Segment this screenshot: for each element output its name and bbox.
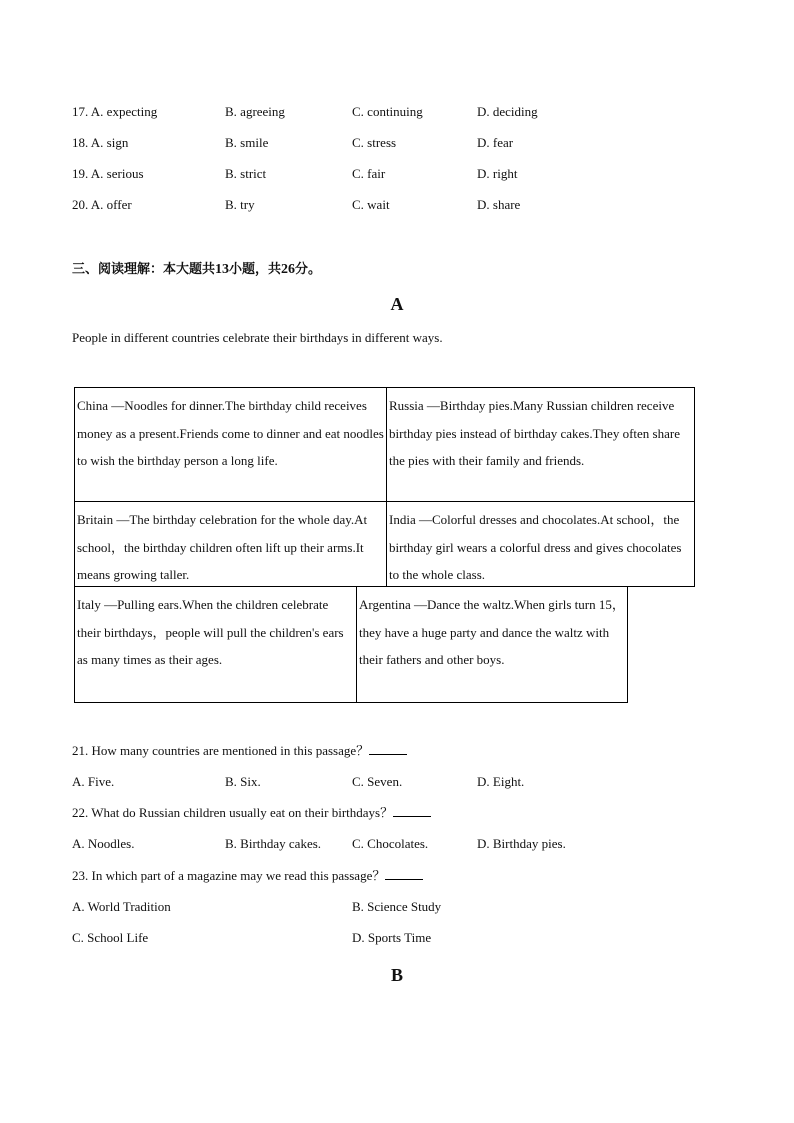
passage-intro: People in different countries celebrate their birthdays in different ways.: [72, 330, 443, 345]
question-number: 18. A. sign: [72, 135, 129, 150]
option-c: C. fair: [352, 166, 386, 181]
option-a: A. World Tradition: [72, 899, 171, 914]
option-d: D. fear: [477, 135, 514, 150]
option-b: B. smile: [225, 135, 269, 150]
option-a: A. Noodles.: [72, 836, 135, 851]
table-cell-china: China —Noodles for dinner.The birthday child receives money as a present.Friends come to dinner and eat noodles to wish the birthday person a long life.: [74, 387, 387, 501]
option-d: D. Birthday pies.: [477, 836, 566, 851]
table-cell-italy: Italy —Pulling ears.When the children celebrate their birthdays，people will pull the children's ears as many times as their ages.: [74, 587, 357, 703]
option-c: C. wait: [352, 197, 390, 212]
option-b: B. Six.: [225, 774, 261, 789]
option-c: C. continuing: [352, 104, 423, 119]
section-title: 三、阅读理解：本大题共13小题，共26分。: [72, 262, 322, 277]
answer-blank: [393, 803, 431, 817]
option-a: A. Five.: [72, 774, 115, 789]
table-cell-russia: Russia —Birthday pies.Many Russian children receive birthday pies instead of birthday cakes.They often share the pies with their family and friends.: [387, 387, 695, 501]
table-cell-britain: Britain —The birthday celebration for the whole day.At school，the birthday children often lift up their arms.It means growing taller.: [74, 501, 387, 587]
option-c: C. Chocolates.: [352, 836, 429, 851]
option-c: C. stress: [352, 135, 397, 150]
table-cell-india: India —Colorful dresses and chocolates.At school，the birthday girl wears a colorful dress and gives chocolates to the whole class.: [387, 501, 695, 587]
table-cell-argentina: Argentina —Dance the waltz.When girls turn 15，they have a huge party and dance the waltz with their fathers and other boys.: [357, 587, 628, 703]
option-b: B. strict: [225, 166, 267, 181]
option-b: B. agreeing: [225, 104, 285, 119]
option-d: D. right: [477, 166, 518, 181]
question-number: 19. A. serious: [72, 166, 144, 181]
answer-blank: [385, 866, 423, 880]
option-c: C. Seven.: [352, 774, 403, 789]
option-b: B. try: [225, 197, 255, 212]
option-c: C. School Life: [72, 930, 149, 945]
option-d: D. Eight.: [477, 774, 525, 789]
answer-blank: [369, 741, 407, 755]
option-b: B. Science Study: [352, 899, 442, 914]
question-number: 17. A. expecting: [72, 104, 158, 119]
question-number: 20. A. offer: [72, 197, 132, 212]
option-b: B. Birthday cakes.: [225, 836, 322, 851]
option-d: D. deciding: [477, 104, 538, 119]
passage-a-heading: A: [390, 294, 404, 314]
option-d: D. Sports Time: [352, 930, 432, 945]
option-d: D. share: [477, 197, 521, 212]
passage-b-heading: B: [390, 965, 403, 985]
